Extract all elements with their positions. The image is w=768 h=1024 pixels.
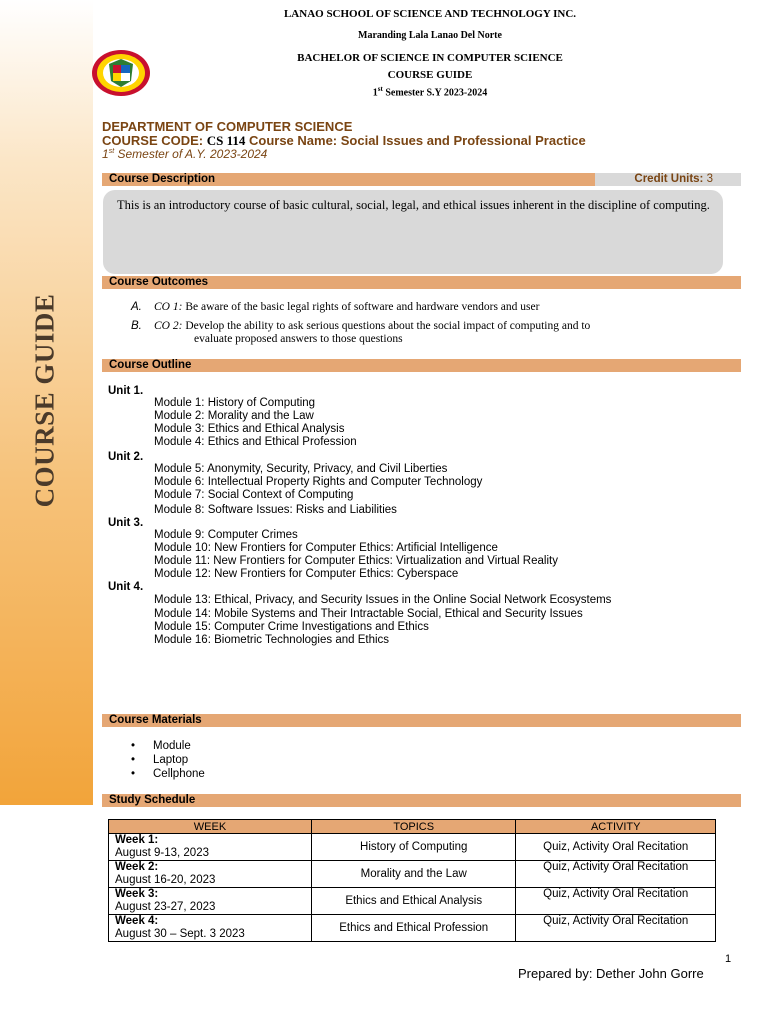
activity-cell: Quiz, Activity Oral Recitation [516,834,716,861]
bullet-icon: • [131,740,136,752]
course-code-value: CS 114 [206,133,246,148]
week-cell: Week 3: August 23-27, 2023 [109,888,312,915]
credit-value: 3 [706,173,713,185]
sem-text: Semester of A.Y. 2023-2024 [114,147,268,161]
module-item: Module 6: Intellectual Property Rights and Computer Technology [154,476,483,488]
outcome-item: A. CO 1: Be aware of the basic legal rights of software and hardware vendors and user [131,301,540,313]
bullet-icon: • [131,754,136,766]
module-item: Module 7: Social Context of Computing [154,489,354,501]
module-item: Module 2: Morality and the Law [154,410,314,422]
course-outcomes-heading: Course Outcomes [102,276,741,289]
table-row [109,861,716,888]
course-materials-heading: Course Materials [102,714,741,727]
sem-number: 1 [102,147,109,161]
school-address: Maranding Lala Lanao Del Norte [358,30,502,41]
course-code-label: COURSE CODE: [102,133,207,148]
module-item: Module 3: Ethics and Ethical Analysis [154,423,345,435]
column-header: TOPICS [312,820,516,834]
module-item: Module 14: Mobile Systems and Their Intractable Social, Ethical and Security Issues [154,608,583,620]
outcome-item-continued: evaluate proposed answers to those questions [194,333,403,345]
topic-cell: History of Computing [312,834,516,861]
module-item: Module 4: Ethics and Ethical Profession [154,436,357,448]
column-header: ACTIVITY [516,820,716,834]
week-cell: Week 2: August 16-20, 2023 [109,861,312,888]
table-row [109,888,716,915]
study-schedule-table [108,819,716,942]
column-header: WEEK [109,820,312,834]
table-header-row [109,820,716,834]
semester-header [200,85,660,98]
course-outline-heading: Course Outline [102,359,741,372]
program-name: BACHELOR OF SCIENCE IN COMPUTER SCIENCE [297,52,563,64]
outcome-item: B. CO 2: Develop the ability to ask serious questions about the social impact of computing and to [131,320,591,332]
document-type: COURSE GUIDE [387,69,473,81]
course-name: Course Name: Social Issues and Professional Practice [245,133,586,148]
module-item: Module 5: Anonymity, Security, Privacy, and Civil Liberties [154,463,448,475]
table-row [109,834,716,861]
module-item: Module 13: Ethical, Privacy, and Security Issues in the Online Social Network Ecosystems [154,594,612,606]
course-description-heading: Course Description [102,173,595,186]
module-item: Module 15: Computer Crime Investigations and Ethics [154,621,429,633]
module-item: Module 10: New Frontiers for Computer Ethics: Artificial Intelligence [154,542,498,554]
week-cell: Week 4: August 30 – Sept. 3 2023 [109,915,312,942]
week-cell: Week 1: August 9-13, 2023 [109,834,312,861]
school-name: LANAO SCHOOL OF SCIENCE AND TECHNOLOGY INC. [283,8,577,20]
unit-label: Unit 1. [108,385,144,397]
bullet-icon: • [131,768,136,780]
material-item: • Module [131,740,191,752]
topic-cell: Ethics and Ethical Analysis [312,888,516,915]
activity-cell: Quiz, Activity Oral Recitation [516,888,716,915]
semester-number: 1 [372,87,378,99]
unit-label: Unit 4. [108,581,144,593]
sem-suffix: st [108,148,115,155]
topic-cell: Ethics and Ethical Profession [312,915,516,942]
unit-label: Unit 2. [108,451,144,463]
activity-cell: Quiz, Activity Oral Recitation [516,915,716,942]
material-item: • Cellphone [131,768,205,780]
sidebar-title: COURSE GUIDE [29,293,60,508]
module-item: Module 9: Computer Crimes [154,529,298,541]
module-item: Module 1: History of Computing [154,397,316,409]
semester-text: Semester S.Y 2023-2024 [382,87,488,99]
material-item: • Laptop [131,754,189,766]
table-row [109,915,716,942]
topic-cell: Morality and the Law [312,861,516,888]
credit-units [595,173,741,186]
credit-label: Credit Units: [634,173,707,185]
department-title: DEPARTMENT OF COMPUTER SCIENCE [102,119,353,134]
academic-semester [102,147,267,161]
module-item: Module 12: New Frontiers for Computer Ethics: Cyberspace [154,568,459,580]
module-item: Module 11: New Frontiers for Computer Ethics: Virtualization and Virtual Reality [154,555,558,567]
page-number: 1 [725,953,732,965]
activity-cell: Quiz, Activity Oral Recitation [516,861,716,888]
study-schedule-heading: Study Schedule [102,794,741,807]
module-item: Module 16: Biometric Technologies and Ethics [154,634,390,646]
school-seal-logo [90,48,152,98]
module-item: Module 8: Software Issues: Risks and Liabilities [154,504,397,516]
sidebar-gradient [0,0,93,805]
semester-suffix: st [377,85,383,93]
unit-label: Unit 3. [108,517,144,529]
course-description-text: This is an introductory course of basic cultural, social, legal, and ethical issues inherent in the discipline of computing. [103,190,723,274]
prepared-by: Prepared by: Dether John Gorre [518,966,704,981]
